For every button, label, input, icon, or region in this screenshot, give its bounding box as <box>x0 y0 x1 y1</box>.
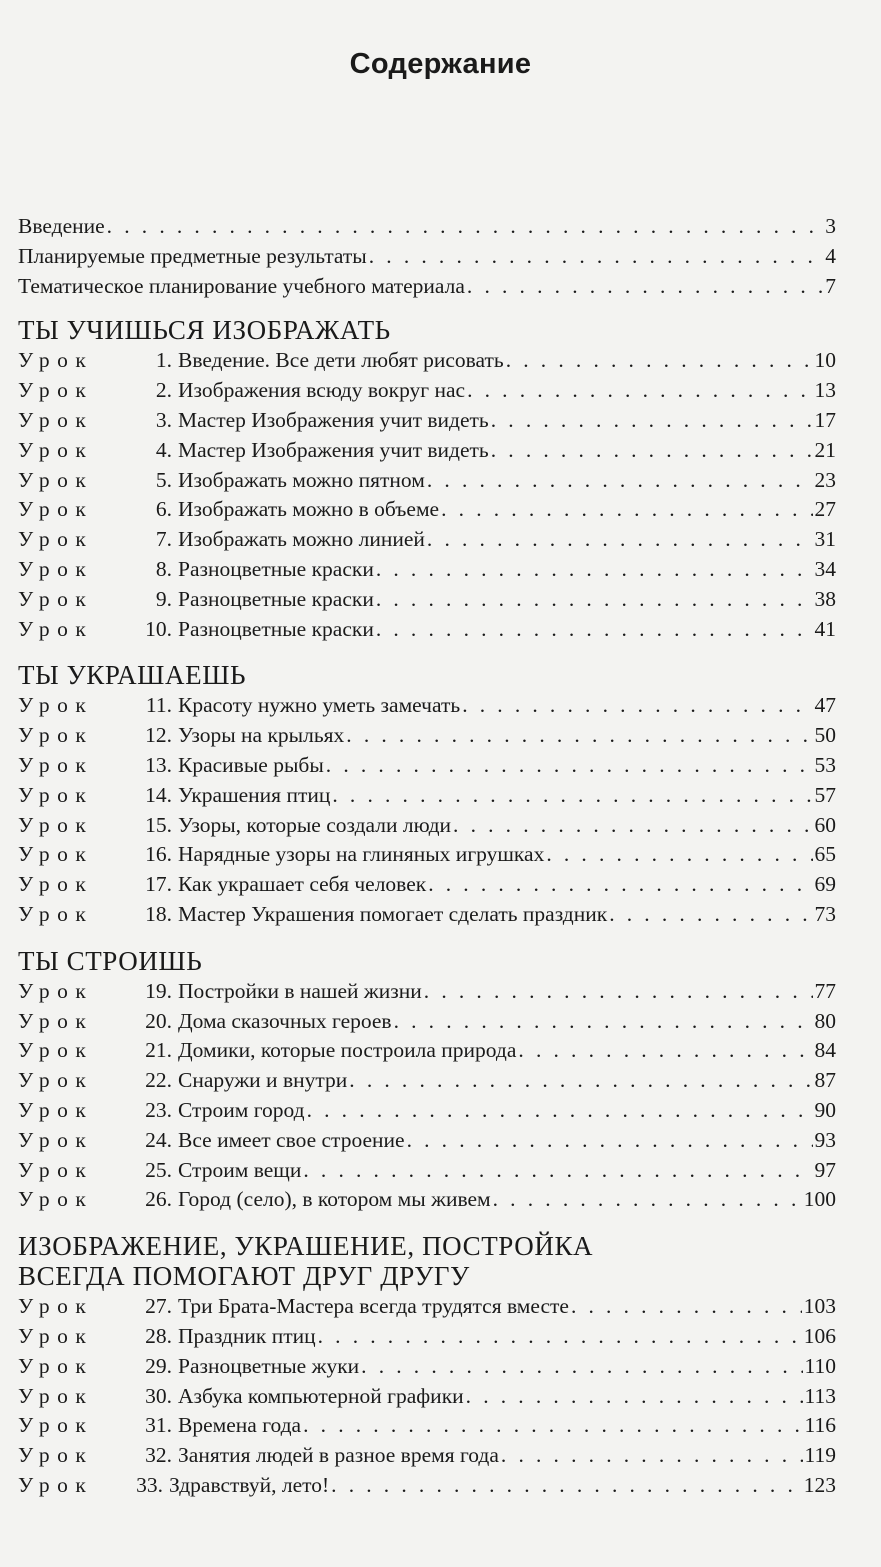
lesson-word: Урок <box>18 437 94 462</box>
page-number: 34 <box>814 556 836 581</box>
lesson-word: Урок <box>18 978 94 1003</box>
lesson-number: 7. <box>155 527 172 552</box>
lesson-entry[interactable] <box>18 1384 836 1414</box>
lesson-label-group <box>18 723 344 748</box>
lesson-word: Урок <box>18 616 94 641</box>
lesson-entry[interactable] <box>18 1294 836 1324</box>
lesson-title: Постройки в нашей жизни <box>178 978 422 1003</box>
lesson-label-group <box>18 1443 499 1468</box>
lesson-number: 5. <box>155 467 172 492</box>
lesson-entry[interactable] <box>18 527 836 557</box>
lesson-title: Как украшает себя человек <box>178 872 427 897</box>
dot-leader <box>376 587 813 612</box>
dot-leader <box>467 274 823 299</box>
lesson-number: 27. <box>145 1294 172 1319</box>
lesson-label-group <box>18 617 374 642</box>
lesson-word: Урок <box>18 1038 94 1063</box>
lesson-word: Урок <box>18 723 94 748</box>
lesson-title: Мастер Украшения помогает сделать праздник <box>178 901 608 926</box>
lesson-word: Урок <box>18 752 94 777</box>
lesson-word: Урок <box>18 1097 94 1122</box>
lesson-entry[interactable] <box>18 902 836 932</box>
dot-leader <box>441 497 812 522</box>
lesson-word: Урок <box>18 1294 94 1319</box>
lesson-number: 28. <box>145 1323 172 1348</box>
lesson-entry[interactable] <box>18 1354 836 1384</box>
lesson-number: 12. <box>145 723 172 748</box>
lesson-title: Мастер Изображения учит видеть <box>178 407 489 432</box>
lesson-word: Урок <box>18 1157 94 1182</box>
lesson-word: Урок <box>18 1443 94 1468</box>
lesson-label-group <box>18 438 489 463</box>
page-title: Содержание <box>349 48 532 80</box>
dot-leader <box>376 557 813 582</box>
lesson-label-group <box>18 1294 569 1319</box>
dot-leader <box>303 1413 802 1438</box>
lesson-label-group <box>18 1009 392 1034</box>
page-number: 53 <box>814 752 836 777</box>
lesson-title: Город (село), в котором мы живем <box>178 1187 491 1212</box>
dot-leader <box>546 842 812 867</box>
sections <box>18 315 836 1502</box>
dot-leader <box>307 1098 813 1123</box>
dot-leader <box>332 783 812 808</box>
page-number: 38 <box>814 586 836 611</box>
lesson-word: Урок <box>18 1068 94 1093</box>
lesson-label-group <box>18 693 460 718</box>
lesson-entry[interactable] <box>18 1443 836 1473</box>
lesson-number: 22. <box>145 1068 172 1093</box>
page-number: 4 <box>825 243 836 268</box>
lesson-word: Урок <box>18 1413 94 1438</box>
page-number: 87 <box>814 1068 836 1093</box>
page-number: 116 <box>804 1413 836 1438</box>
lesson-number: 24. <box>145 1127 172 1152</box>
lesson-entry[interactable] <box>18 753 836 783</box>
lesson-entry[interactable] <box>18 1324 836 1354</box>
page-number: 21 <box>814 437 836 462</box>
lesson-label-group <box>18 979 422 1004</box>
lesson-word: Урок <box>18 348 94 373</box>
lesson-label-group <box>18 1384 464 1409</box>
page-number: 23 <box>814 467 836 492</box>
lesson-number: 16. <box>145 842 172 867</box>
lesson-word: Урок <box>18 556 94 581</box>
lesson-entry[interactable] <box>18 378 836 408</box>
page-number: 103 <box>803 1294 836 1319</box>
lesson-entry[interactable] <box>18 1187 836 1217</box>
lesson-word: Урок <box>18 872 94 897</box>
dot-leader <box>491 408 813 433</box>
lesson-label-group <box>18 842 544 867</box>
lesson-entry[interactable] <box>18 468 836 498</box>
lesson-word: Урок <box>18 1187 94 1212</box>
dot-leader <box>491 438 813 463</box>
lesson-number: 8. <box>155 556 172 581</box>
lesson-label-group <box>18 348 504 373</box>
lesson-number: 18. <box>145 901 172 926</box>
lesson-entry[interactable] <box>18 1068 836 1098</box>
lesson-entry[interactable] <box>18 497 836 527</box>
page-number: 41 <box>814 616 836 641</box>
lesson-label-group <box>18 1324 316 1349</box>
lesson-word: Урок <box>18 467 94 492</box>
lesson-entry[interactable] <box>18 1009 836 1039</box>
lesson-number: 26. <box>145 1187 172 1212</box>
lesson-title: Изображать можно в объеме <box>178 497 440 522</box>
lesson-word: Урок <box>18 1323 94 1348</box>
page-number: 93 <box>814 1127 836 1152</box>
lesson-entry[interactable] <box>18 1098 836 1128</box>
lesson-entry[interactable] <box>18 813 836 843</box>
dot-leader <box>427 527 813 552</box>
page-number: 113 <box>804 1383 836 1408</box>
dot-leader <box>501 1443 803 1468</box>
lesson-title: Строим вещи <box>178 1157 302 1182</box>
page-number: 80 <box>814 1008 836 1033</box>
lesson-label-group <box>18 1158 301 1183</box>
lesson-title: Разноцветные жуки <box>178 1353 360 1378</box>
page-number: 84 <box>814 1038 836 1063</box>
lesson-label-group <box>18 1098 305 1123</box>
lesson-entry[interactable] <box>18 1158 836 1188</box>
dot-leader <box>609 902 812 927</box>
lesson-number: 30. <box>145 1383 172 1408</box>
toc-entry[interactable] <box>18 214 836 244</box>
dot-leader <box>428 872 812 897</box>
page-number: 17 <box>814 407 836 432</box>
lesson-label-group <box>18 1068 347 1093</box>
lesson-entry[interactable] <box>18 1128 836 1158</box>
lesson-title: Три Брата-Мастера всегда трудятся вместе <box>178 1294 569 1319</box>
lesson-number: 29. <box>145 1353 172 1378</box>
lesson-number: 9. <box>155 586 172 611</box>
lesson-title: Строим город <box>178 1097 305 1122</box>
lesson-entry[interactable] <box>18 557 836 587</box>
lesson-entry[interactable] <box>18 1413 836 1443</box>
dot-leader <box>407 1128 813 1153</box>
page-number: 123 <box>803 1472 836 1497</box>
page-number: 50 <box>814 723 836 748</box>
lesson-word: Урок <box>18 497 94 522</box>
lesson-label-group <box>18 872 426 897</box>
lesson-title: Введение. Все дети любят рисовать <box>178 348 504 373</box>
lesson-entry[interactable] <box>18 438 836 468</box>
dot-leader <box>462 693 812 718</box>
lesson-entry[interactable] <box>18 723 836 753</box>
lesson-label-group <box>18 1038 516 1063</box>
intro-entries <box>18 214 836 303</box>
lesson-number: 20. <box>145 1008 172 1033</box>
page-number: 3 <box>825 214 836 238</box>
lesson-entry[interactable] <box>18 842 836 872</box>
dot-leader <box>303 1158 812 1183</box>
section-heading: ТЫ УКРАШАЕШЬ <box>18 660 247 691</box>
entry-label: Планируемые предметные результаты <box>18 243 367 268</box>
lesson-title: Узоры, которые создали люди <box>178 812 452 837</box>
lesson-title: Изображать можно пятном <box>178 467 425 492</box>
lesson-word: Урок <box>18 1353 94 1378</box>
page-number: 119 <box>804 1443 836 1468</box>
section-heading-line2: ВСЕГДА ПОМОГАЮТ ДРУГ ДРУГУ <box>18 1261 470 1292</box>
dot-leader <box>493 1187 802 1212</box>
lesson-title: Времена года <box>178 1413 302 1438</box>
page-number: 10 <box>814 348 836 373</box>
page-number: 97 <box>814 1157 836 1182</box>
lesson-label-group <box>18 753 324 778</box>
lesson-number: 1. <box>155 348 172 373</box>
lesson-label-group <box>18 1187 491 1212</box>
section-heading: ТЫ СТРОИШЬ <box>18 945 203 976</box>
lesson-number: 2. <box>155 378 172 403</box>
lesson-label-group <box>18 783 330 808</box>
dot-leader <box>349 1068 812 1093</box>
lesson-label-group <box>18 1128 405 1153</box>
page-number: 27 <box>814 497 836 522</box>
lesson-word: Урок <box>18 586 94 611</box>
lesson-entry[interactable] <box>18 872 836 902</box>
dot-leader <box>506 348 813 373</box>
lesson-number: 13. <box>145 752 172 777</box>
lesson-entry[interactable] <box>18 1473 836 1503</box>
lesson-word: Урок <box>18 1472 94 1497</box>
lesson-number: 31. <box>145 1413 172 1438</box>
lesson-number: 11. <box>145 693 172 718</box>
lesson-entry[interactable] <box>18 348 836 378</box>
page-number: 69 <box>814 872 836 897</box>
lesson-title: Дома сказочных героев <box>178 1008 392 1033</box>
lesson-title: Занятия людей в разное время года <box>178 1443 499 1468</box>
entry-label: Введение <box>18 214 105 238</box>
dot-leader <box>518 1038 812 1063</box>
section-heading: ТЫ УЧИШЬСЯ ИЗОБРАЖАТЬ <box>18 315 391 346</box>
dot-leader <box>346 723 812 748</box>
lesson-title: Разноцветные краски <box>178 556 374 581</box>
page-number: 57 <box>814 782 836 807</box>
lesson-word: Урок <box>18 1127 94 1152</box>
dot-leader <box>326 753 813 778</box>
lesson-entry[interactable] <box>18 693 836 723</box>
lesson-number: 4. <box>155 437 172 462</box>
page-number: 13 <box>814 378 836 403</box>
lesson-word: Урок <box>18 782 94 807</box>
dot-leader <box>571 1294 802 1319</box>
dot-leader <box>376 617 813 642</box>
lesson-entry[interactable] <box>18 979 836 1009</box>
dot-leader <box>453 813 812 838</box>
lesson-number: 6. <box>155 497 172 522</box>
lesson-number: 23. <box>145 1097 172 1122</box>
lesson-title: Нарядные узоры на глиняных игрушках <box>178 842 545 867</box>
lesson-title: Все имеет свое строение <box>178 1127 405 1152</box>
page-number: 31 <box>814 527 836 552</box>
lesson-number: 33. <box>136 1472 163 1497</box>
lesson-title: Мастер Изображения учит видеть <box>178 437 489 462</box>
page-number: 110 <box>804 1353 836 1378</box>
lesson-word: Урок <box>18 842 94 867</box>
lesson-entry[interactable] <box>18 783 836 813</box>
lesson-number: 10. <box>145 616 172 641</box>
lesson-label-group <box>18 557 374 582</box>
page-number: 106 <box>803 1323 836 1348</box>
lesson-word: Урок <box>18 693 94 718</box>
page-number: 77 <box>814 978 836 1003</box>
page-number: 73 <box>814 901 836 926</box>
lesson-entry[interactable] <box>18 587 836 617</box>
lesson-word: Урок <box>18 812 94 837</box>
page-number: 100 <box>803 1187 836 1212</box>
toc-entry[interactable] <box>18 244 836 274</box>
lesson-number: 19. <box>145 978 172 1003</box>
dot-leader <box>361 1354 802 1379</box>
dot-leader <box>467 378 812 403</box>
page-number: 47 <box>814 693 836 718</box>
lesson-number: 14. <box>145 782 172 807</box>
lesson-title: Красивые рыбы <box>178 752 324 777</box>
table-of-contents <box>18 214 836 1503</box>
lesson-title: Азбука компьютерной графики <box>178 1383 464 1408</box>
lesson-label-group <box>18 497 439 522</box>
page-number: 90 <box>814 1097 836 1122</box>
dot-leader <box>369 244 824 269</box>
lesson-number: 15. <box>145 812 172 837</box>
lesson-word: Урок <box>18 407 94 432</box>
lesson-title: Красоту нужно уметь замечать <box>178 693 461 718</box>
lesson-entry[interactable] <box>18 1038 836 1068</box>
lesson-number: 32. <box>145 1443 172 1468</box>
lesson-title: Узоры на крыльях <box>178 723 345 748</box>
lesson-title: Изображать можно линией <box>178 527 425 552</box>
lesson-number: 21. <box>145 1038 172 1063</box>
lesson-title: Разноцветные краски <box>178 616 374 641</box>
toc-entry[interactable] <box>18 274 836 304</box>
lesson-word: Урок <box>18 1383 94 1408</box>
lesson-number: 3. <box>155 407 172 432</box>
lesson-label-group <box>18 902 607 927</box>
lesson-title: Украшения птиц <box>178 782 331 807</box>
dot-leader <box>427 468 813 493</box>
lesson-number: 25. <box>145 1157 172 1182</box>
lesson-word: Урок <box>18 527 94 552</box>
lesson-label-group <box>18 468 425 493</box>
lesson-title: Разноцветные краски <box>178 586 374 611</box>
lesson-word: Урок <box>18 901 94 926</box>
dot-leader <box>318 1324 802 1349</box>
dot-leader <box>331 1473 802 1498</box>
lesson-label-group <box>18 378 465 403</box>
lesson-entry[interactable] <box>18 408 836 438</box>
dot-leader <box>424 979 813 1004</box>
lesson-label-group <box>18 527 425 552</box>
lesson-word: Урок <box>18 378 94 403</box>
section-heading: ИЗОБРАЖЕНИЕ, УКРАШЕНИЕ, ПОСТРОЙКА <box>18 1231 594 1262</box>
lesson-label-group <box>18 1354 359 1379</box>
lesson-title: Снаружи и внутри <box>178 1068 348 1093</box>
page-number: 7 <box>825 273 836 298</box>
lesson-number: 17. <box>145 872 172 897</box>
lesson-label-group <box>18 408 489 433</box>
page-number: 65 <box>814 842 836 867</box>
dot-leader <box>394 1009 813 1034</box>
lesson-label-group <box>18 813 451 838</box>
lesson-entry[interactable] <box>18 617 836 647</box>
lesson-title: Изображения всюду вокруг нас <box>178 378 466 403</box>
lesson-label-group <box>18 1413 301 1438</box>
lesson-label-group <box>18 587 374 612</box>
lesson-title: Праздник птиц <box>178 1323 316 1348</box>
lesson-word: Урок <box>18 1008 94 1033</box>
dot-leader <box>107 214 824 239</box>
dot-leader <box>466 1384 803 1409</box>
lesson-label-group <box>18 1473 329 1498</box>
lesson-title: Домики, которые построила природа <box>178 1038 517 1063</box>
entry-label: Тематическое планирование учебного материала <box>18 273 465 298</box>
lesson-title: Здравствуй, лето! <box>169 1472 330 1497</box>
page-number: 60 <box>814 812 836 837</box>
